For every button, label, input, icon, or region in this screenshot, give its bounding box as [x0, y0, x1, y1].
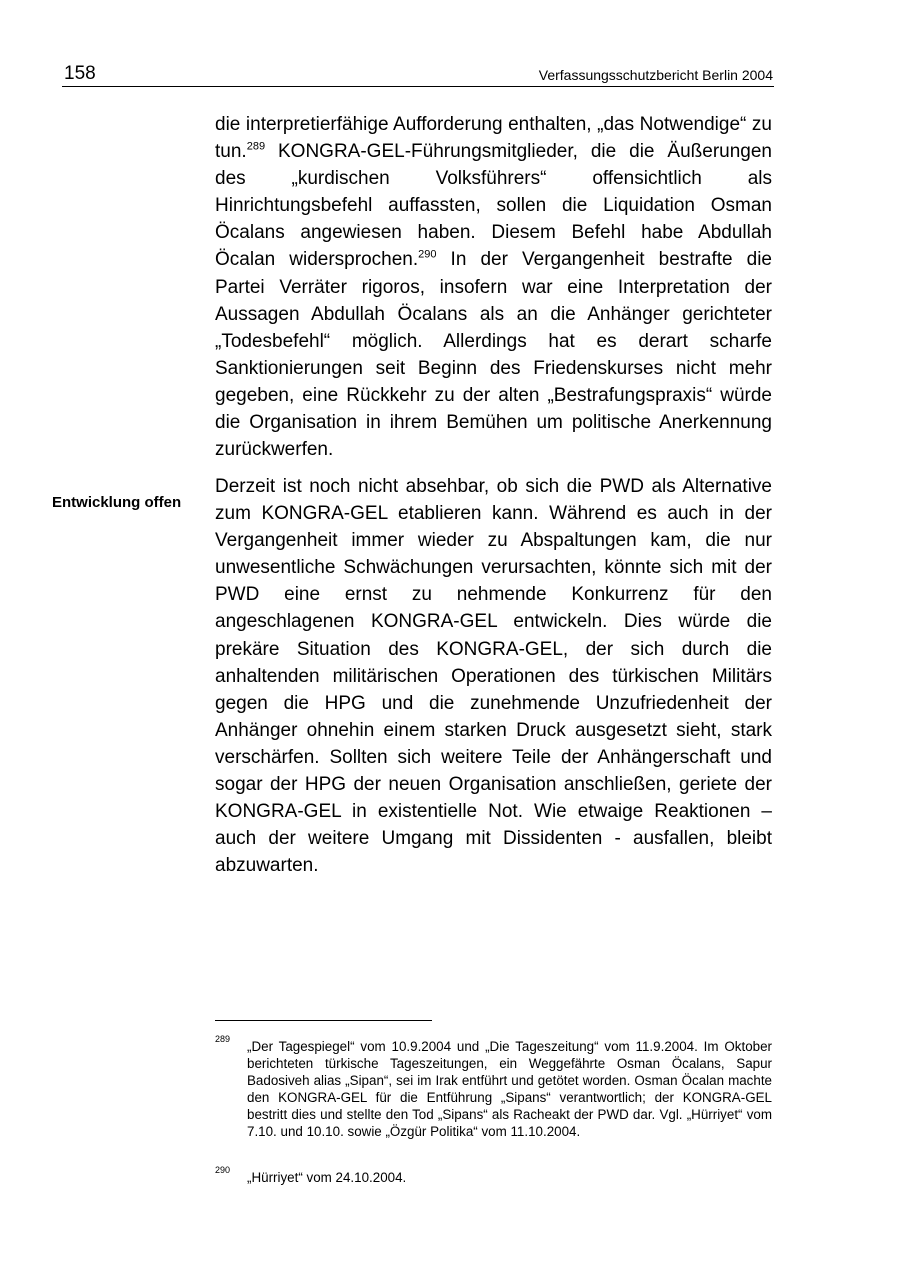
footnote-text: „Hürriyet“ vom 24.10.2004.: [247, 1170, 407, 1185]
footnote-number: 289: [215, 1034, 231, 1044]
footnote-number: 290: [215, 1165, 231, 1175]
margin-note: Entwicklung offen: [52, 494, 182, 511]
footnote-rule: [215, 1020, 432, 1021]
footnote-290: [215, 1165, 772, 1186]
footnote-text: „Der Tagespiegel“ vom 10.9.2004 und „Die Tageszeitung“ vom 11.9.2004. Im Oktober berichteten türkische Tageszeitungen, ein Weggefährte Osman Öcalans, Sapur Badosiveh alias „Sipan“, sei im Irak entführt und getötet worden. Osman Öcalan machte den KONGRA-GEL für die Entführung „Sipans“ verantwortlich; der KONGRA-GEL bestritt dies und stellte den Tod „Sipans“ als Racheakt der PWD dar. Vgl. „Hürriyet“ vom 7.10. und 10.10. sowie „Özgür Politika“ vom 11.10.2004.: [247, 1039, 772, 1139]
body-paragraph-1: [215, 111, 772, 463]
header-rule: [62, 86, 774, 87]
page-number: 158: [64, 63, 96, 84]
running-title: Verfassungsschutzbericht Berlin 2004: [538, 67, 773, 83]
body-paragraph-2: Derzeit ist noch nicht absehbar, ob sich die PWD als Alternative zum KONGRA-GEL etablieren kann. Während es auch in der Vergangenheit immer wieder zu Abspaltungen kam, die nur unwesentliche Schwächungen verursachten, könnte sich mit der PWD eine ernst zu nehmende Konkurrenz für den angeschlagenen KONGRA-GEL entwickeln. Dies würde die prekäre Situation des KONGRA-GEL, der sich durch die anhaltenden militärischen Operationen des türkischen Militärs gegen die HPG und die zunehmende Unzufriedenheit der Anhänger ohnehin einem starken Druck ausgesetzt sieht, stark verschärfen. Sollten sich weitere Teile der Anhängerschaft und sogar der HPG der neuen Organisation anschließen, geriete der KONGRA-GEL in existentielle Not. Wie etwaige Reaktionen – auch der weitere Umgang mit Dissidenten - ausfallen, bleibt abzuwarten.: [215, 476, 772, 877]
paragraph-1-text-a: die interpretierfähige Aufforderung enthalten, „das Notwendige“ zu tun.: [215, 114, 772, 163]
footnote-ref-289[interactable]: 289: [246, 140, 266, 153]
footnote-ref-290[interactable]: 290: [418, 249, 437, 262]
footnote-289: [215, 1034, 772, 1140]
paragraph-1-text-c: In der Vergangenheit bestrafte die Partei Verräter rigoros, insofern war eine Interpretation der Aussagen Abdullah Öcalans als an die Anhänger gerichteter „Todesbefehl“ möglich. Allerdings hat es derart scharfe Sanktionierungen seit Beginn des Friedenskurses nicht mehr gegeben, eine Rückkehr zu der alten „Bestrafungspraxis“ würde die Organisation in ihrem Bemühen um politische Anerkennung zurückwerfen.: [215, 249, 772, 461]
paragraph-1-text-b: KONGRA-GEL-Führungsmitglieder, die die Äußerungen des „kurdischen Volksführers“ offensichtlich als Hinrichtungsbefehl auffassten, sollen die Liquidation Osman Öcalans angewiesen haben. Diesem Befehl habe Abdullah Öcalan widersprochen.: [215, 141, 772, 271]
